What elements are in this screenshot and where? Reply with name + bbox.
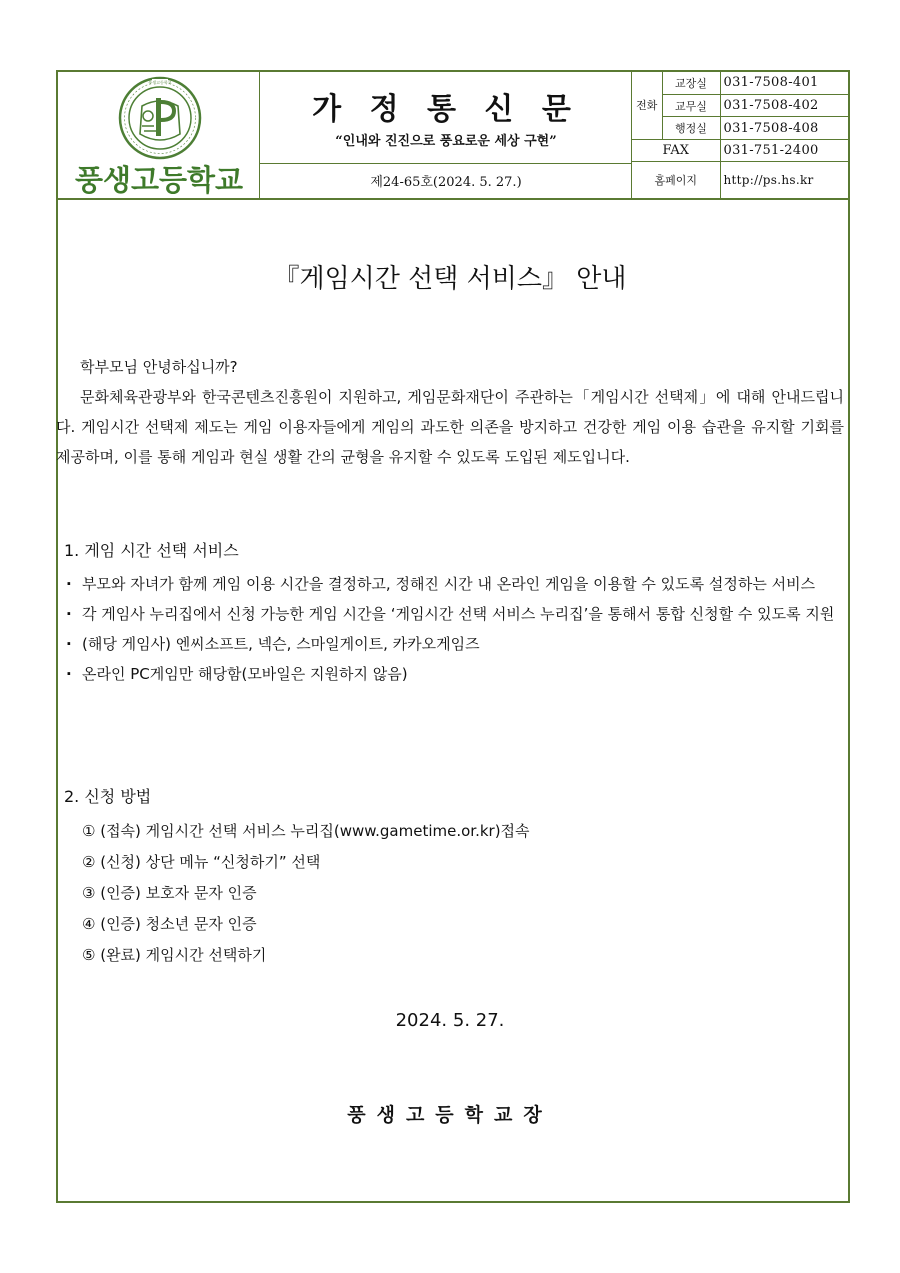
school-logo-block (58, 72, 260, 198)
contact-table (632, 72, 848, 198)
intro-paragraph: 문화체육관광부와 한국콘텐츠진흥원이 지원하고, 게임문화재단이 주관하는「게임시간 선택제」에 대해 안내드립니다. 게임시간 선택제 제도는 게임 이용자들에게 게임의 과도한 의존을 방지하고 건강한 게임 이용 습관을 유지할 기회를 제공하며, 이를 통해 게임과 현실 생활 간의 균형을 유지할 수 있도록 도입된 제도입니다. (56, 388, 844, 466)
contact-number: 031-7508-402 (720, 94, 848, 116)
issue-number: 제24-65호(2024. 5. 27.) (370, 175, 522, 190)
list-item: ⑤ (완료) 게임시간 선택하기 (82, 946, 267, 964)
section-2-heading: 2. 신청 방법 (64, 787, 152, 806)
newsletter-title: 가 정 통 신 문 (312, 92, 580, 127)
list-item: ② (신청) 상단 메뉴 “신청하기” 선택 (82, 853, 321, 871)
title-top (260, 72, 632, 164)
list-item: · (해당 게임사) 엔씨소프트, 넥슨, 스마일게이트, 카카오게임즈 (62, 629, 844, 659)
fax-label: FAX (632, 139, 720, 161)
phone-label: 전화 (632, 72, 662, 139)
list-item: · 온라인 PC게임만 해당함(모바일은 지원하지 않음) (62, 659, 844, 689)
school-name: 풍생고등학교 (74, 163, 244, 197)
service-bullet-list (62, 569, 844, 689)
greeting: 학부모님 안녕하십니까? (80, 358, 238, 376)
contact-number: 031-7508-401 (720, 72, 848, 94)
list-item: ③ (인증) 보호자 문자 인증 (82, 884, 257, 902)
title-block (260, 72, 632, 198)
fax-number: 031-751-2400 (720, 139, 848, 161)
contact-number: 031-7508-408 (720, 117, 848, 139)
homepage-link[interactable]: http://ps.hs.kr (720, 162, 848, 198)
school-seal-icon (118, 76, 202, 160)
homepage-label: 홈페이지 (632, 162, 720, 198)
contact-label: 교장실 (662, 72, 720, 94)
document-title: 『게임시간 선택 서비스』 안내 (273, 264, 627, 294)
section-1-heading: 1. 게임 시간 선택 서비스 (64, 541, 239, 560)
list-item: · 부모와 자녀가 함께 게임 이용 시간을 결정하고, 정해진 시간 내 온라인 게임을 이용할 수 있도록 설정하는 서비스 (62, 569, 844, 599)
list-item: · 각 게임사 누리집에서 신청 가능한 게임 시간을 ‘게임시간 선택 서비스 누리집’을 통해서 통합 신청할 수 있도록 지원 (62, 599, 844, 629)
letterhead (58, 72, 848, 200)
application-steps (82, 816, 530, 971)
contact-label: 교무실 (662, 94, 720, 116)
principal-signature: 풍생고등학교장 (347, 1104, 553, 1126)
list-item: ④ (인증) 청소년 문자 인증 (82, 915, 257, 933)
contact-label: 행정실 (662, 117, 720, 139)
seal-text: 풍생고등학교 (148, 80, 172, 85)
school-slogan: “인내와 진진으로 풍요로운 세상 구현” (335, 134, 557, 149)
issue-date: 2024. 5. 27. (395, 1010, 505, 1031)
list-item: ① (접속) 게임시간 선택 서비스 누리집(www.gametime.or.kr)접속 (82, 822, 530, 840)
